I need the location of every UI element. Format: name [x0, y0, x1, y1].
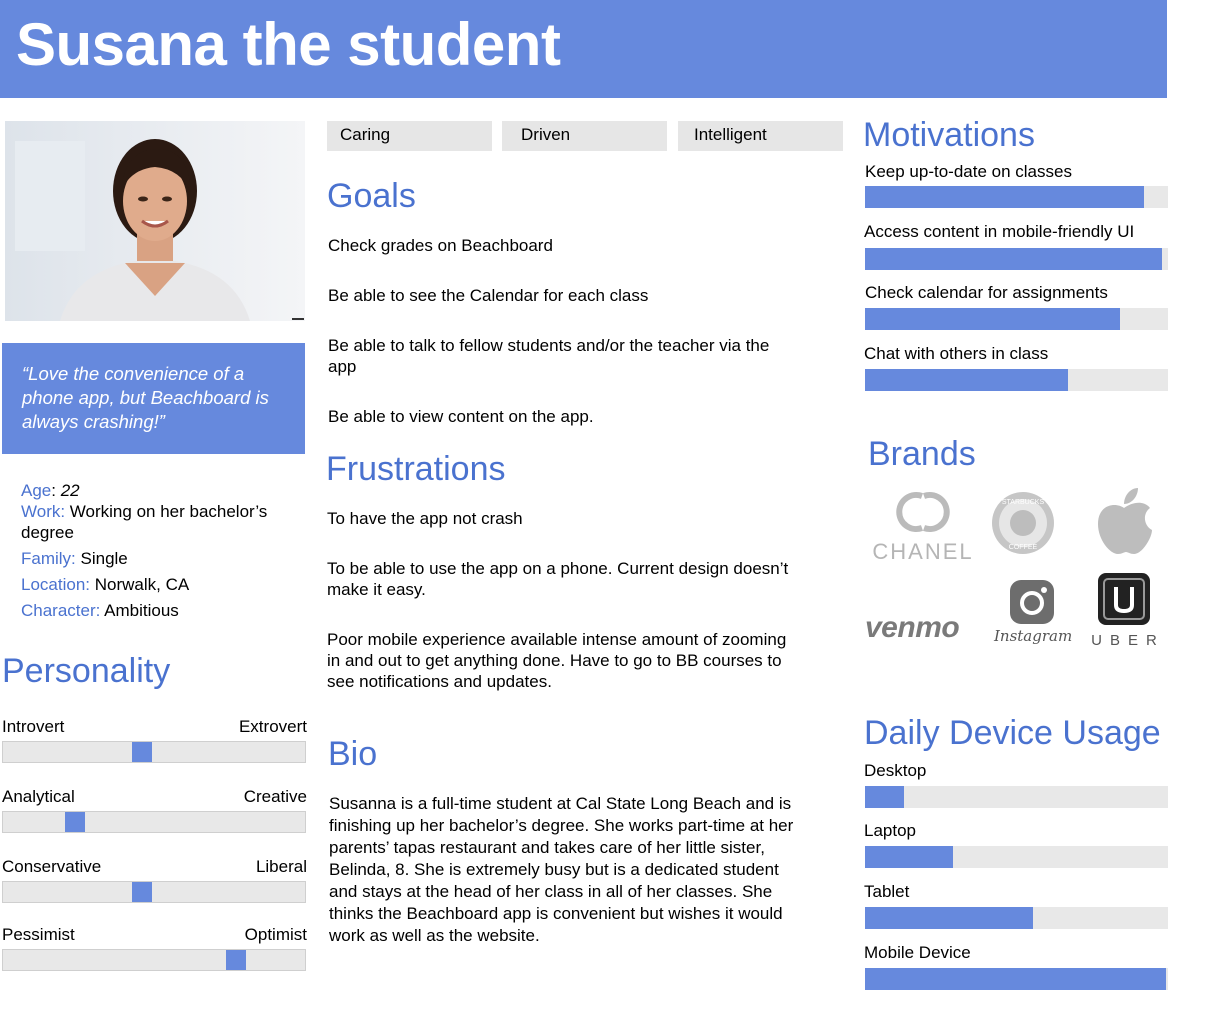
- age-value: 22: [60, 481, 80, 500]
- page-title: Susana the student: [16, 11, 561, 78]
- instagram-camera-icon: [1008, 578, 1056, 626]
- bio-line: parents’ tapas restaurant and takes care of her little sister,: [329, 838, 765, 857]
- bio-text: [329, 793, 793, 947]
- photo-corner-mark: [292, 318, 304, 320]
- device-bar: [865, 907, 1168, 929]
- bar-fill: [865, 369, 1068, 391]
- trait-left-label: Pessimist: [2, 925, 75, 944]
- starbucks-logo: [991, 491, 1055, 555]
- bio-line: finishing up her bachelor’s degree. She works part-time at her: [329, 816, 794, 835]
- trait-left-label: Introvert: [2, 717, 65, 736]
- persona-quote: “Love the convenience of a phone app, but Beachboard is always crashing!”: [22, 363, 269, 432]
- location-value: Norwalk, CA: [90, 575, 190, 594]
- motivation-bar: [865, 308, 1168, 330]
- goal-item-cont: app: [328, 357, 357, 376]
- frustration-item-cont: make it easy.: [327, 580, 426, 599]
- bar-fill: [865, 786, 904, 808]
- personality-slider: [2, 881, 306, 903]
- bio-line: Susanna is a full-time student at Cal State Long Beach and is: [329, 794, 792, 813]
- device-label: Desktop: [864, 761, 927, 780]
- work-value: Working on her bachelor’s: [65, 502, 268, 521]
- motivations-title: Motivations: [863, 116, 1035, 154]
- motivation-label: Chat with others in class: [864, 344, 1049, 363]
- starbucks-siren-icon: [991, 491, 1055, 555]
- age-label: Age: [21, 481, 52, 500]
- goal-item: Be able to see the Calendar for each class: [328, 286, 649, 305]
- personality-slider: [2, 811, 306, 833]
- demo-family: [21, 548, 128, 569]
- bar-fill: [865, 846, 953, 868]
- frustration-item: Poor mobile experience available intense amount of zooming: [327, 630, 787, 649]
- device-label: Mobile Device: [864, 943, 971, 962]
- slider-knob: [226, 950, 246, 970]
- demo-work: [21, 501, 267, 522]
- personality-title: Personality: [2, 652, 171, 690]
- character-label: Character:: [21, 601, 101, 620]
- starbucks-top-text: STARBUCKS: [1001, 499, 1045, 506]
- chanel-wordmark: CHANEL: [872, 539, 974, 564]
- bio-title: Bio: [328, 735, 378, 773]
- bar-fill: [865, 907, 1033, 929]
- instagram-logo: [994, 578, 1073, 650]
- goal-item: Be able to talk to fellow students and/or the teacher via the: [328, 336, 770, 355]
- chanel-logo: [866, 488, 980, 563]
- frustration-item-cont: in and out to get anything done. Have to go to BB courses to: [327, 651, 782, 670]
- bar-fill: [865, 308, 1120, 330]
- personality-slider: [2, 741, 306, 763]
- slider-knob: [132, 742, 152, 762]
- instagram-wordmark: Instagram: [994, 627, 1073, 645]
- family-label: Family:: [21, 549, 76, 568]
- demo-location: [21, 574, 189, 595]
- apple-icon: [1094, 486, 1154, 556]
- motivation-label: Check calendar for assignments: [865, 283, 1108, 302]
- starbucks-bottom-text: COFFEE: [1008, 544, 1038, 551]
- bio-line: Belinda, 8. She is extremely busy but is a dedicated student: [329, 860, 779, 879]
- uber-wordmark: UBER: [1091, 632, 1165, 649]
- slider-knob: [132, 882, 152, 902]
- bar-fill: [865, 248, 1162, 270]
- bio-line: work as well as the website.: [329, 926, 540, 945]
- device-label: Tablet: [864, 882, 910, 901]
- trait-tag: Intelligent: [678, 121, 843, 151]
- goals-title: Goals: [327, 177, 416, 215]
- personality-slider: [2, 949, 306, 971]
- apple-logo: [1094, 486, 1154, 556]
- trait-right-label: Creative: [243, 787, 307, 806]
- device-bar: [865, 786, 1168, 808]
- frustration-item: To have the app not crash: [327, 509, 523, 528]
- character-value: Ambitious: [100, 601, 179, 620]
- persona-photo: [5, 121, 305, 321]
- motivation-label: Keep up-to-date on classes: [865, 162, 1072, 181]
- bio-line: and stays at the head of her class in all of her classes. She: [329, 882, 773, 901]
- work-label: Work:: [21, 502, 66, 521]
- bar-fill: [865, 186, 1144, 208]
- brands-title: Brands: [868, 435, 976, 473]
- device-label: Laptop: [864, 821, 916, 840]
- demo-work-cont: degree: [21, 523, 74, 542]
- age-separator: :: [51, 481, 61, 500]
- trait-tag: Driven: [502, 121, 667, 151]
- goal-item: Be able to view content on the app.: [328, 407, 594, 426]
- device-bar: [865, 846, 1168, 868]
- trait-right-label: Liberal: [255, 857, 307, 876]
- venmo-logo: venmo: [865, 611, 960, 644]
- motivation-label: Access content in mobile-friendly UI: [864, 222, 1135, 241]
- uber-app-icon: [1096, 571, 1152, 627]
- uber-logo: [1082, 571, 1166, 649]
- goal-item: Check grades on Beachboard: [328, 236, 553, 255]
- device-bar: [865, 968, 1168, 990]
- bio-line: thinks the Beachboard app is convenient but wishes it would: [329, 904, 783, 923]
- motivation-bar: [865, 248, 1168, 270]
- trait-left-label: Conservative: [2, 857, 102, 876]
- bar-fill: [865, 968, 1166, 990]
- trait-right-label: Extrovert: [238, 717, 307, 736]
- frustration-item-cont: see notifications and updates.: [327, 672, 552, 691]
- chanel-cc-icon: [866, 488, 980, 536]
- motivation-bar: [865, 186, 1168, 208]
- frustration-item: To be able to use the app on a phone. Current design doesn’t: [327, 559, 789, 578]
- frustrations-title: Frustrations: [326, 450, 506, 488]
- trait-left-label: Analytical: [2, 787, 75, 806]
- location-label: Location:: [21, 575, 90, 594]
- motivation-bar: [865, 369, 1168, 391]
- slider-knob: [65, 812, 85, 832]
- persona-portrait-image: [5, 121, 305, 321]
- demo-age: [21, 480, 80, 501]
- trait-tag: Caring: [327, 121, 492, 151]
- trait-right-label: Optimist: [244, 925, 307, 944]
- devices-title: Daily Device Usage: [864, 714, 1161, 752]
- family-value: Single: [75, 549, 128, 568]
- demo-character: [21, 600, 179, 621]
